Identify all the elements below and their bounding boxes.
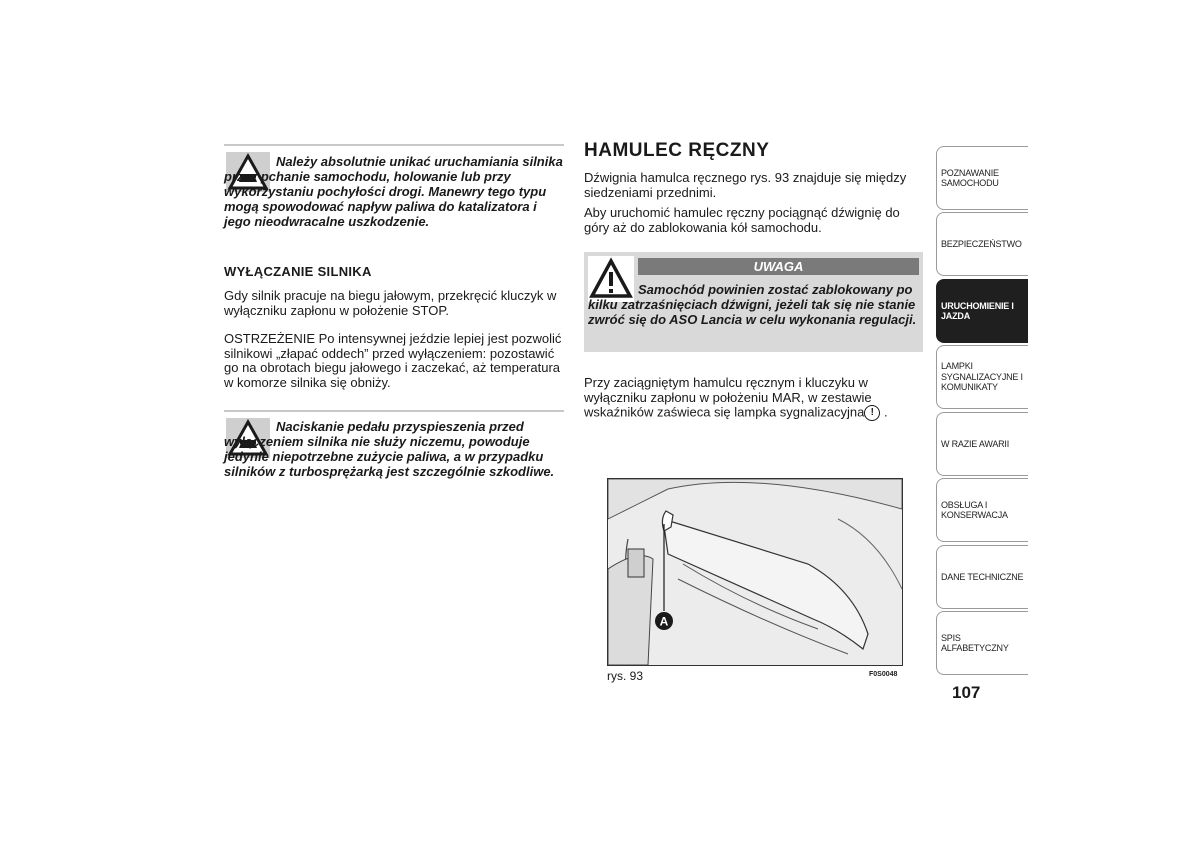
section-heading-engine-off: WYŁĄCZANIE SILNIKA (224, 264, 372, 279)
paragraph-warning-light-end: . (880, 404, 888, 420)
rule-left-2 (224, 410, 564, 412)
tab-label: LAMPKI SYGNALIZACYJNE I KOMUNIKATY (941, 361, 1023, 393)
tab-label: URUCHOMIENIE I JAZDA (941, 300, 1014, 321)
tab-label: BEZPIECZEŃSTWO (941, 238, 1022, 249)
tab-poznawanie-samochodu[interactable] (936, 146, 1028, 210)
tab-label: SPIS ALFABETYCZNY (941, 632, 1009, 653)
tab-spis-alfabetyczny[interactable] (936, 611, 1028, 675)
figure-code: F0S0048 (869, 671, 898, 678)
paragraph-engine-off: Gdy silnik pracuje na biegu jałowym, przekręcić kluczyk w wyłączniku zapłonu w położenie STOP. (224, 288, 557, 318)
figure-callout-a: A (659, 614, 669, 629)
figure-caption: rys. 93 (607, 669, 644, 683)
paragraph-warning: OSTRZEŻENIE Po intensywnej jeździe lepiej jest pozwolić silnikowi „złapać oddech” przed wyłączeniem: pozostawić go na obrotach biegu jałowego i zaczekać, aż temperatura w komorze silnika się obniży. (224, 331, 562, 390)
paragraph-handbrake-location: Dźwignia hamulca ręcznego rys. 93 znajduje się między siedzeniami przednimi. (584, 170, 907, 200)
paragraph-warning-light-text: Przy zaciągniętym hamulcu ręcznym i kluczyku w wyłączniku zapłonu w położeniu MAR, w zestawie wskaźników zaświeca się lampka sygnalizacyjna (584, 375, 872, 420)
tab-label: DANE TECHNICZNE (941, 571, 1024, 582)
tab-lampki-sygnalizacyjne[interactable] (936, 345, 1028, 409)
paragraph-handbrake-use: Aby uruchomić hamulec ręczny pociągnąć dźwignię do góry aż do zablokowania kół samochodu. (584, 205, 900, 235)
warning-note-2: Naciskanie pedału przyspieszenia przed wyłączeniem silnika nie służy niczemu, powoduje jedynie niepotrzebne zużycie paliwa, a w przypadku silników z turbosprężarką jest szczególnie szkodliwe. (224, 419, 555, 479)
brake-warning-icon: ! (864, 405, 880, 421)
tab-label: OBSŁUGA I KONSERWACJA (941, 499, 1008, 520)
tab-dane-techniczne[interactable] (936, 545, 1028, 609)
tab-bezpieczenstwo[interactable] (936, 212, 1028, 276)
page-number: 107 (952, 683, 981, 702)
tab-w-razie-awarii[interactable] (936, 412, 1028, 476)
tab-obsluga-i-konserwacja[interactable] (936, 478, 1028, 542)
warning-note-1: Należy absolutnie unikać uruchamiania silnika przez pchanie samochodu, holowanie lub przy wykorzystaniu pochyłości drogi. Manewry tego typu mogą spowodować napływ paliwa do katalizatora i jego nieodwracalne uszkodzenie. (224, 154, 563, 229)
tab-label: POZNAWANIE SAMOCHODU (941, 167, 999, 188)
page-title: HAMULEC RĘCZNY (584, 140, 770, 161)
handbrake-figure (607, 478, 903, 666)
caution-label: UWAGA (638, 258, 919, 275)
top-rule-left (224, 144, 564, 146)
tab-uruchomienie-i-jazda[interactable] (936, 279, 1028, 343)
tab-label: W RAZIE AWARII (941, 438, 1010, 449)
caution-text: Samochód powinien zostać zablokowany po kilku zatrzaśnięciach dźwigni, jeżeli tak się nie stanie zwróć się do ASO Lancia w celu wykonania regulacji. (588, 282, 917, 327)
paragraph-warning-light (584, 376, 922, 421)
